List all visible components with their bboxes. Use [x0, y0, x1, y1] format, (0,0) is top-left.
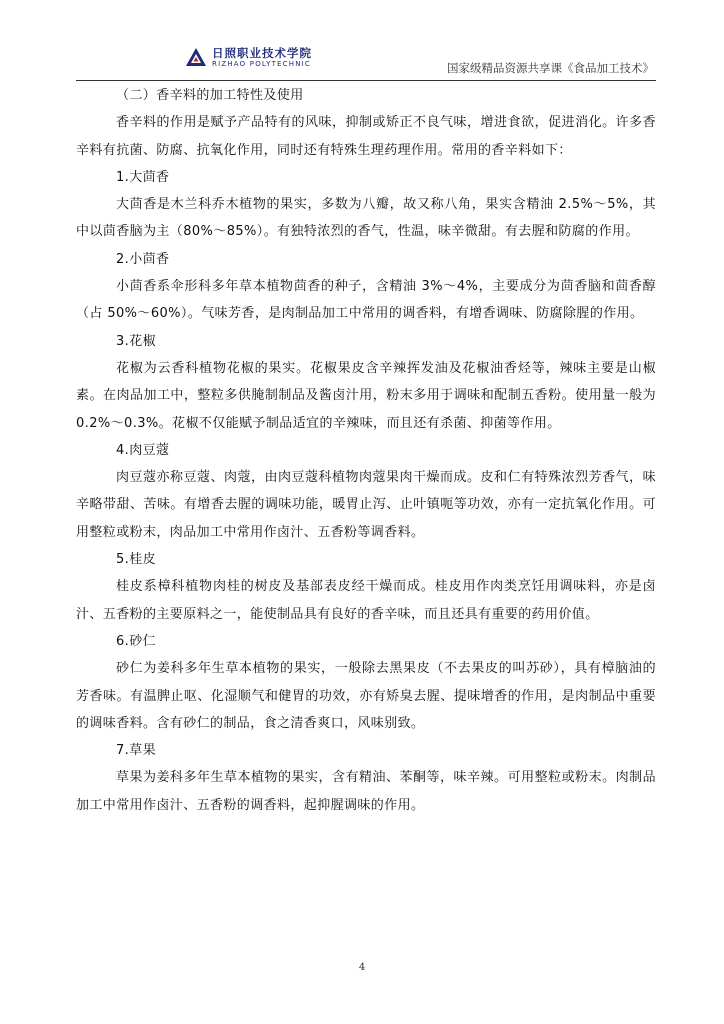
- item-title: 6.砂仁: [116, 633, 157, 649]
- item-paragraph: 小茴香系伞形科多年草本植物茴香的种子，含精油 3%～4%，主要成分为茴香脑和茴香醇（占 50%～60%）。气味芳香，是肉制品加工中常用的调香料，有增香调味、防腐除腥的作用。: [76, 279, 656, 322]
- item-title: 2.小茴香: [116, 251, 170, 267]
- school-logo: [184, 46, 312, 70]
- school-emblem-icon: [184, 46, 208, 70]
- item-paragraph: 花椒为云香科植物花椒的果实。花椒果皮含辛辣挥发油及花椒油香烃等，辣味主要是山椒素。在肉品加工中，整粒多供腌制制品及酱卤汁用，粉末多用于调味和配制五香粉。使用量一般为 0.2%～0.3%。花椒不仅能赋予制品适宜的辛辣味，而且还有杀菌、抑菌等作用。: [76, 360, 656, 431]
- item-title: 4.肉豆蔻: [116, 442, 170, 458]
- logo-english-name: RIZHAO POLYTECHNIC: [212, 60, 312, 69]
- item-paragraph: 砂仁为姜科多年生草本植物的果实，一般除去黑果皮（不去果皮的叫苏砂），具有樟脑油的芳香味。有温脾止呕、化湿顺气和健胃的功效，亦有矫臭去腥、提味增香的作用，是肉制品中重要的调味香料。含有砂仁的制品，食之清香爽口，风味别致。: [76, 661, 656, 731]
- page-number: 4: [358, 962, 366, 973]
- course-title: 国家级精品资源共享课《食品加工技术》: [447, 61, 654, 75]
- document-body: [76, 82, 656, 819]
- logo-chinese-name: 日照职业技术学院: [212, 45, 312, 60]
- item-title: 5.桂皮: [116, 552, 157, 568]
- item-paragraph: 肉豆蔻亦称豆蔻、肉蔻，由肉豆蔻科植物肉蔻果肉干燥而成。皮和仁有特殊浓烈芳香气，味辛略带甜、苦味。有增香去腥的调味功能，暖胃止泻、止叶镇呃等功效，亦有一定抗氧化作用。可用整粒或粉末，肉品加工中常用作卤汁、五香粉等调香料。: [76, 470, 656, 540]
- item-title: 3.花椒: [116, 333, 157, 349]
- item-paragraph: 桂皮系樟科植物肉桂的树皮及基部表皮经干燥而成。桂皮用作肉类烹饪用调味料，亦是卤汁、五香粉的主要原料之一，能使制品具有良好的香辛味，而且还具有重要的药用价值。: [76, 579, 656, 622]
- item-paragraph: 大茴香是木兰科乔木植物的果实，多数为八瓣，故又称八角，果实含精油 2.5%～5%，其中以茴香脑为主（80%～85%）。有独特浓烈的香气，性温，味辛微甜。有去腥和防腐的作用。: [76, 197, 656, 240]
- intro-paragraph: 香辛料的作用是赋予产品特有的风味，抑制或矫正不良气味，增进食欲，促进消化。许多香辛料有抗菌、防腐、抗氧化作用，同时还有特殊生理药理作用。常用的香辛料如下：: [76, 115, 656, 158]
- section-title: （二）香辛料的加工特性及使用: [116, 88, 304, 103]
- page-header: [76, 44, 656, 81]
- item-title: 1.大茴香: [116, 169, 170, 185]
- item-title: 7.草果: [116, 743, 157, 759]
- item-paragraph: 草果为姜科多年生草本植物的果实，含有精油、苯酮等，味辛辣。可用整粒或粉末。肉制品加工中常用作卤汁、五香粉的调香料，起抑腥调味的作用。: [76, 770, 656, 813]
